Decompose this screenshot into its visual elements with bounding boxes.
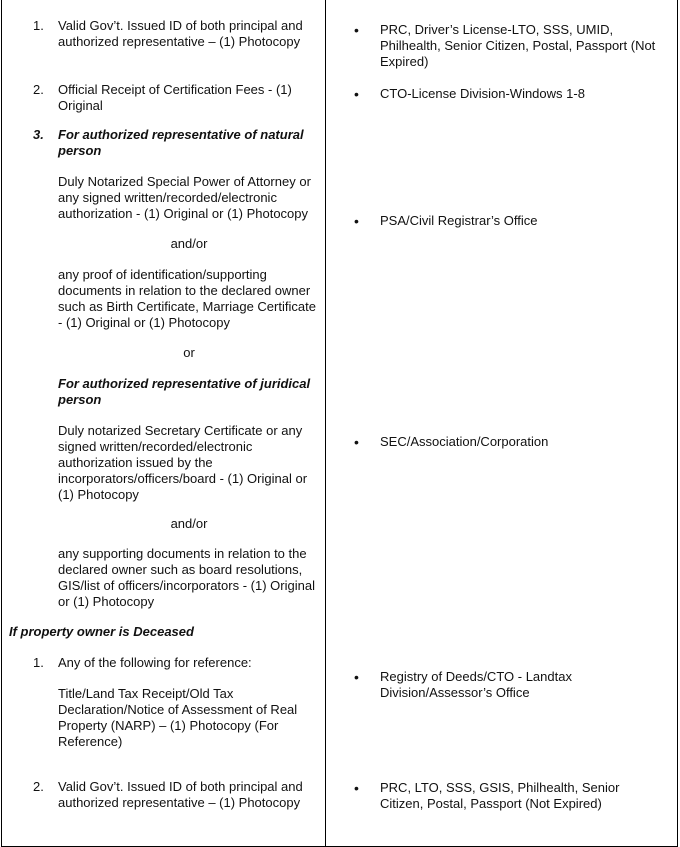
deceased-item-1-text: Any of the following for reference:: [58, 655, 252, 670]
or-label: or: [183, 345, 195, 360]
deceased-item-1-detail: Title/Land Tax Receipt/Old Tax Declaration/Notice of Assessment of Real Property (NARP) – (1) Photocopy (For Reference): [58, 686, 298, 749]
andor-label-1: and/or: [170, 236, 208, 251]
item-3-number: 3.: [33, 127, 44, 142]
juridical-person-secretary-text: Duly notarized Secretary Certificate or any signed written/recorded/electronic authorization issued by the incorporators/officers/board - (1) Original or (1) Photocopy: [58, 423, 308, 502]
natural-person-spa-text: Duly Notarized Special Power of Attorney or any signed written/recorded/electronic authorization - (1) Original or (1) Photocopy: [58, 174, 311, 221]
item-2-number: 2.: [33, 82, 44, 97]
natural-person-heading: For authorized representative of natural person: [58, 127, 304, 158]
bullet-6: •: [354, 780, 359, 796]
deceased-item-2-text: Valid Gov’t. Issued ID of both principal and authorized representative – (1) Photocopy: [58, 779, 303, 810]
where-item-2: CTO-License Division-Windows 1-8: [380, 86, 585, 101]
deceased-heading: If property owner is Deceased: [9, 624, 194, 639]
andor-label-2: and/or: [170, 516, 208, 531]
where-to-secure-column: [325, 0, 678, 847]
item-1-number: 1.: [33, 18, 44, 33]
where-item-4: SEC/Association/Corporation: [380, 434, 549, 449]
item-2-text: Official Receipt of Certification Fees - (1) Original: [58, 82, 292, 113]
bullet-3: •: [354, 213, 359, 229]
bullet-4: •: [354, 434, 359, 450]
bullet-1: •: [354, 22, 359, 38]
juridical-person-supporting-text: any supporting documents in relation to the declared owner such as board resolutions, GIS/list of officers/incorporators - (1) Original or (1) Photocopy: [58, 546, 315, 609]
deceased-item-1-number: 1.: [33, 655, 44, 670]
where-item-3: PSA/Civil Registrar’s Office: [380, 213, 538, 228]
requirements-column: [1, 0, 326, 847]
deceased-item-2-number: 2.: [33, 779, 44, 794]
natural-person-proof-text: any proof of identification/supporting documents in relation to the declared owner such as Birth Certificate, Marriage Certificate - (1) Original or (1) Photocopy: [58, 267, 316, 330]
where-item-1: PRC, Driver’s License-LTO, SSS, UMID, Philhealth, Senior Citizen, Postal, Passport (Not Expired): [380, 22, 656, 69]
item-1-text: Valid Gov’t. Issued ID of both principal and authorized representative – (1) Photocopy: [58, 18, 303, 49]
juridical-person-heading: For authorized representative of juridical person: [58, 376, 311, 407]
bullet-5: •: [354, 669, 359, 685]
bullet-2: •: [354, 86, 359, 102]
where-item-5: Registry of Deeds/CTO - Landtax Division/Assessor’s Office: [380, 669, 572, 700]
where-item-6: PRC, LTO, SSS, GSIS, Philhealth, Senior Citizen, Postal, Passport (Not Expired): [380, 780, 620, 811]
